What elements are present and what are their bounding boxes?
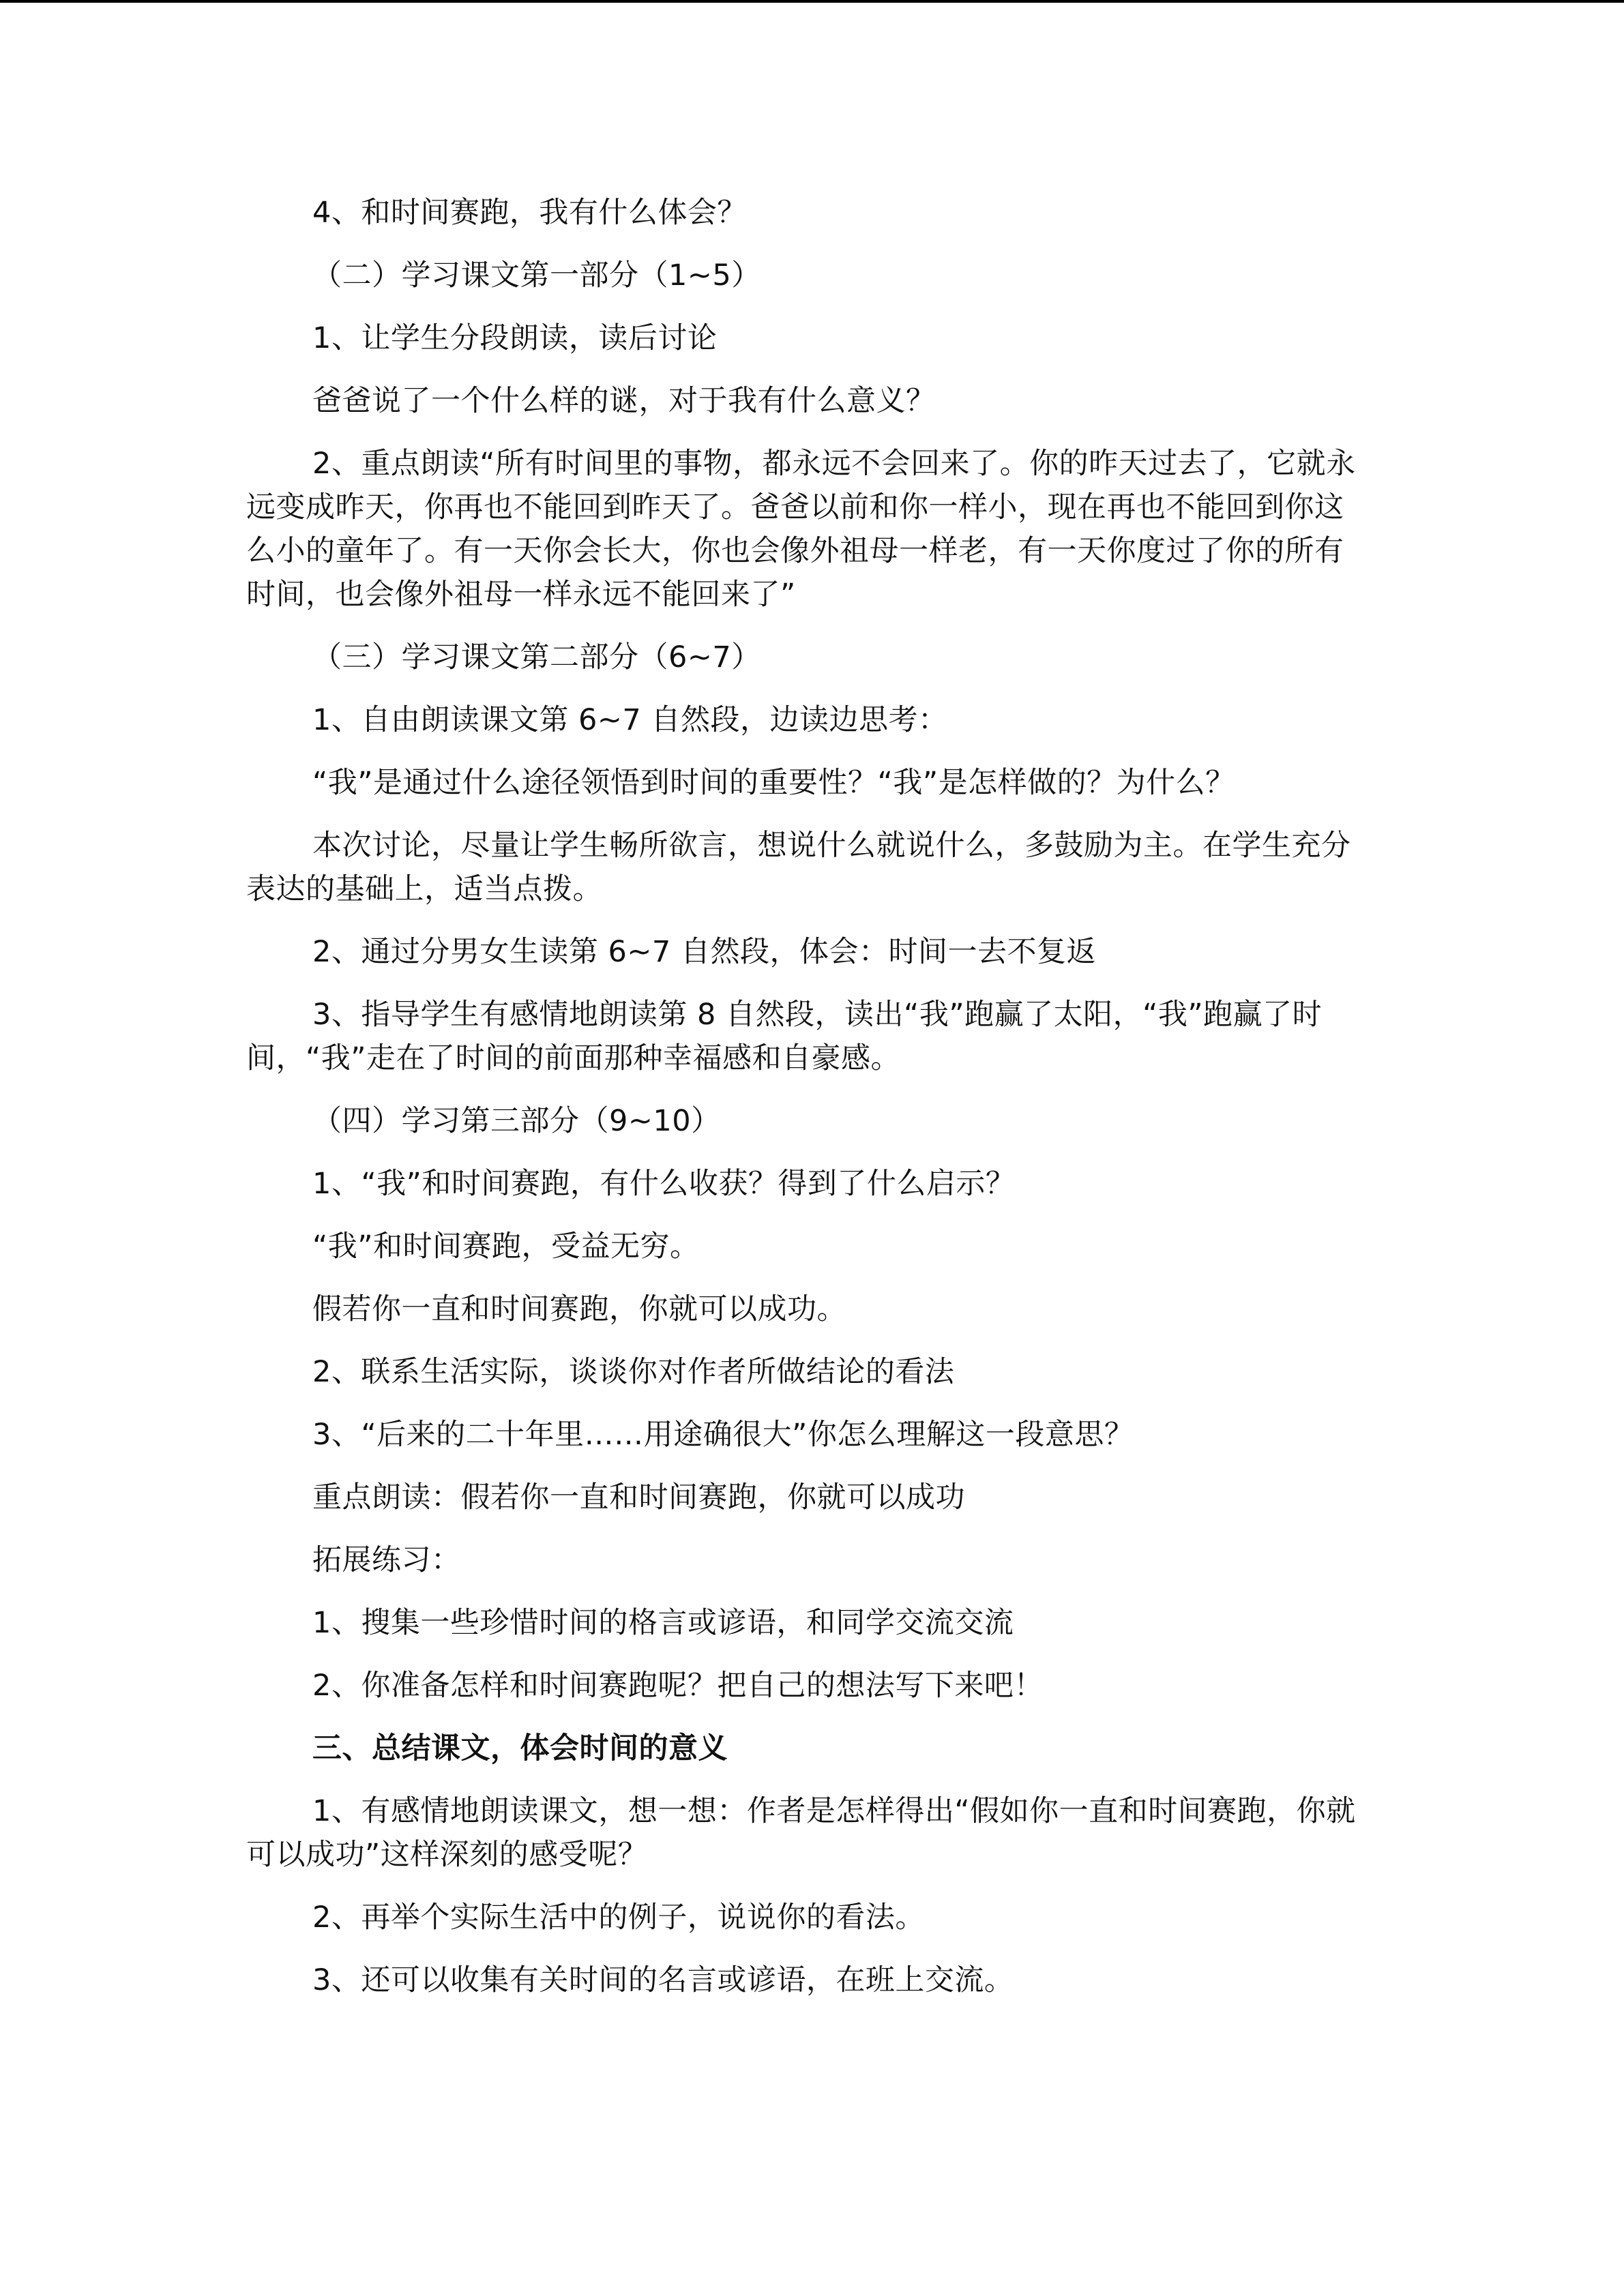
paragraph: 重点朗读：假若你一直和时间赛跑，你就可以成功 xyxy=(312,1480,965,1515)
paragraph: 1、让学生分段朗读，读后讨论 xyxy=(312,321,718,355)
page-top-border xyxy=(0,0,1624,3)
paragraph: 本次讨论，尽量让学生畅所欲言，想说什么就说什么，多鼓励为主。在学生充分表达的基础上，适当点拨。 xyxy=(246,829,1351,906)
paragraph: 2、再举个实际生活中的例子，说说你的看法。 xyxy=(312,1900,925,1935)
paragraph: “我”是通过什么途径领悟到时间的重要性？“我”是怎样做的？为什么？ xyxy=(312,766,1235,800)
paragraph: “我”和时间赛跑，受益无穷。 xyxy=(312,1229,700,1264)
paragraph: 3、还可以收集有关时间的名言或谚语，在班上交流。 xyxy=(312,1963,1014,1997)
section-heading: （四）学习第三部分（9~10） xyxy=(312,1104,721,1138)
paragraph: 2、重点朗读“所有时间里的事物，都永远不会回来了。你的昨天过去了，它就永远变成昨天，你再也不能回到昨天了。爸爸以前和你一样小，现在再也不能回到你这么小的童年了。有一天你会长大，你也会像外祖母一样老，有一天你度过了你的所有时间，也会像外祖母一样永远不能回来了” xyxy=(246,447,1356,612)
paragraph: 1、有感情地朗读课文，想一想：作者是怎样得出“假如你一直和时间赛跑，你就可以成功”这样深刻的感受呢？ xyxy=(246,1794,1356,1872)
section-heading: （二）学习课文第一部分（1~5） xyxy=(312,258,761,293)
paragraph: 2、通过分男女生读第 6~7 自然段，体会：时间一去不复返 xyxy=(312,935,1096,969)
section-heading: （三）学习课文第二部分（6~7） xyxy=(312,640,761,674)
paragraph: 1、自由朗读课文第 6~7 自然段，边读边思考： xyxy=(312,703,948,737)
paragraph: 1、“我”和时间赛跑，有什么收获？得到了什么启示？ xyxy=(312,1167,1016,1201)
section-heading-bold: 三、总结课文，体会时间的意义 xyxy=(312,1731,728,1765)
paragraph: 3、“后来的二十年里……用途确很大”你怎么理解这一段意思？ xyxy=(312,1418,1134,1452)
paragraph: 2、联系生活实际，谈谈你对作者所做结论的看法 xyxy=(312,1355,955,1389)
paragraph: 假若你一直和时间赛跑，你就可以成功。 xyxy=(312,1292,846,1326)
paragraph: 2、你准备怎样和时间赛跑呢？把自己的想法写下来吧！ xyxy=(312,1669,1044,1703)
paragraph: 1、搜集一些珍惜时间的格言或谚语，和同学交流交流 xyxy=(312,1606,1014,1640)
paragraph: 3、指导学生有感情地朗读第 8 自然段，读出“我”跑赢了太阳，“我”跑赢了时间，“我”走在了时间的前面那种幸福感和自豪感。 xyxy=(246,998,1323,1075)
paragraph: 4、和时间赛跑，我有什么体会？ xyxy=(312,196,747,230)
document-body xyxy=(246,191,1358,2021)
paragraph: 拓展练习： xyxy=(312,1543,461,1577)
paragraph: 爸爸说了一个什么样的谜，对于我有什么意义？ xyxy=(312,384,936,418)
